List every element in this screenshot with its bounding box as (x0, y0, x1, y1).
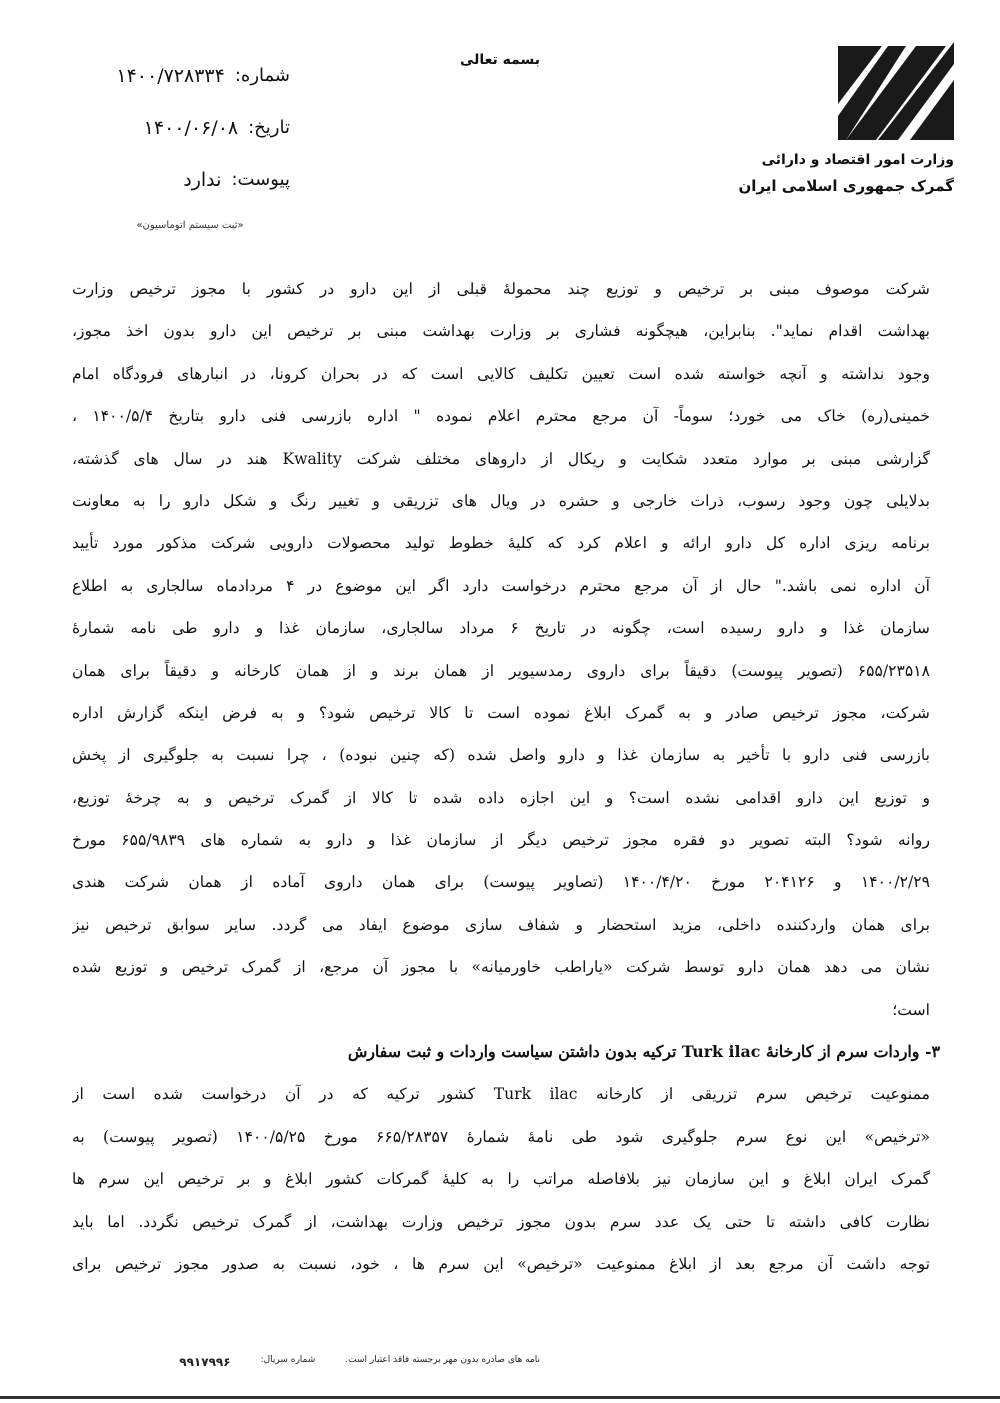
customs-logo-icon (838, 42, 954, 144)
date-value: ۱۴۰۰/۰۶/۰۸ (143, 117, 239, 139)
body-line: بهداشت اقدام نماید". بنابراین، هیچگونه فشاری بر وزارت بهداشت مبنی بر ترخیص این دارو بدون اخذ مجوز، (72, 322, 930, 341)
body-line: وجود نداشته و آنچه خواسته شده است تعیین تکلیف کالایی است که در بحران کرونا، در انبارهای فرودگاه امام (72, 364, 930, 383)
body-line: است؛ (892, 1000, 930, 1019)
organization-name (714, 147, 954, 199)
footer (100, 1355, 540, 1369)
system-note: «ثبت سیستم اتوماسیون» (136, 220, 244, 231)
attachment-value: ندارد (183, 169, 222, 191)
number-row (60, 50, 290, 102)
body-line: نظارت کافی داشته تا حتی یک عدد سرم بدون مجوز ترخیص وزارت بهداشت، از گمرک ترخیص نگردد. اما باید (72, 1212, 930, 1231)
body-line: برنامه ریزی اداره کل دارو ارائه و اعلام کرد که کلیهٔ خطوط تولید محصولات دارویی شرکت مذکور مورد تأیید (72, 534, 930, 553)
body-line: بازرسی فنی دارو با تأخیر به سازمان غذا و دارو واصل شده (که چنین نبوده) ، چرا نسبت به جلوگیری از پخش (72, 746, 930, 765)
serial-value: ۹۹۱۷۹۹۶ (179, 1355, 231, 1369)
body-line: ۶۵۵/۲۳۵۱۸ (تصویر پیوست) دقیقاً برای داروی رمدسیویر از همان برند و از همان کارخانه و دقیقاً برای همان (72, 661, 930, 680)
body-line: و توزیع این دارو اقدامی نشده است؟ و این اجازه داده شده تا کالا از گمرک ترخیص و به چرخهٔ توزیع، (72, 788, 930, 807)
invocation-text: بسمه تعالی (459, 52, 541, 68)
bottom-rule (0, 1396, 1000, 1399)
number-label: شماره: (234, 65, 290, 86)
body-line: گزارشی مبنی بر موارد متعدد شکایت و ریکال از داروهای مختلف شرکت Kwality هند در سال های گذشته، (72, 449, 930, 468)
body-line: روانه شود؟ البته تصویر دو فقره مجوز ترخیص دیگر از سازمان غذا و دارو به شماره های ۶۵۵/۹۸۳۹ مورخ (72, 831, 930, 850)
body-line: ممنوعیت ترخیص سرم تزریقی از کارخانه Turk ilac کشور ترکیه که در آن درخواست شده است از (72, 1085, 930, 1104)
body-line: شرکت، مجوز ترخیص صادر و به گمرک ابلاغ نموده است تا کالا ترخیص شود؟ و به فرض اینکه گزارش اداره (72, 703, 930, 722)
letter-meta (60, 50, 290, 206)
body-line: توجه داشت آن مرجع بعد از ابلاغ ممنوعیت «ترخیص» این سرم ها ، خود، نسبت به صدور مجوز ترخیص برای (72, 1254, 930, 1273)
body-line: سازمان غذا و دارو رسیده است، چگونه در تاریخ ۶ مرداد سالجاری، سازمان غذا و دارو طی نامه شمارهٔ (72, 619, 930, 638)
attachment-row (60, 154, 290, 206)
body-line: ۱۴۰۰/۲/۲۹ و ۲۰۴۱۲۶ مورخ ۱۴۰۰/۴/۲۰ (تصاویر پیوست) برای همان داروی آماده از همان شرکت هندی (72, 873, 930, 892)
date-row (60, 102, 290, 154)
body-line: خمینی(ره) خاک می خورد؛ سوماً- آن مرجع محترم اعلام نموده " اداره بازرسی فنی دارو بتاریخ ۱۴۰۰/۵/۴ ، (72, 407, 930, 426)
body-line: شرکت موصوف مبنی بر ترخیص و توزیع چند محمولهٔ قبلی از این دارو در کشور با مجوز ترخیص وزارت (72, 280, 930, 298)
date-label: تاریخ: (248, 117, 290, 138)
body-line: برای همان واردکننده داخلی، مزید استحضار و شفاف سازی موضوع ایفاد می گردد. سایر سوابق ترخیص نیز (72, 915, 930, 934)
footer-notice: نامه های صادره بدون مهر برجسته فاقد اعتبار است. (345, 1355, 540, 1365)
body-line: آن اداره نمی باشد." حال از آن مرجع محترم درخواست دارد اگر این موضوع در ۴ مردادماه سالجاری به اطلاع (72, 576, 930, 595)
body-line: «ترخیص» این نوع سرم جلوگیری شود طی نامهٔ شمارهٔ ۶۶۵/۲۸۳۵۷ مورخ ۱۴۰۰/۵/۲۵ (تصویر پیوست) به (72, 1127, 930, 1146)
serial-label: شماره سریال: (260, 1355, 316, 1365)
number-value: ۱۴۰۰/۷۲۸۳۳۴ (116, 65, 225, 87)
body-line: بدلایلی چون وجود رسوب، ذرات خارجی و حشره در ویال های تزریقی و تغییر رنگ و شکل دارو را به معاونت (72, 491, 930, 510)
attachment-label: پیوست: (231, 169, 290, 190)
ministry-name: وزارت امور اقتصاد و دارائی (761, 152, 954, 168)
section-heading: ۳- واردات سرم از کارخانهٔ Turk ilac ترکیه بدون داشتن سیاست واردات و ثبت سفارش (347, 1042, 940, 1062)
customs-name: گمرک جمهوری اسلامی ایران (738, 177, 954, 195)
body-line: نشان می دهد همان دارو توسط شرکت «یاراطب خاورمیانه» با مجوز آن مرجع، از گمرک ترخیص و توزیع شده (72, 958, 930, 977)
body-line: گمرک ایران ابلاغ و این سازمان نیز بلافاصله مراتب را به کلیهٔ گمرکات کشور ابلاغ و بر ترخیص این سرم ها (72, 1170, 930, 1189)
letter-body (72, 268, 940, 1285)
